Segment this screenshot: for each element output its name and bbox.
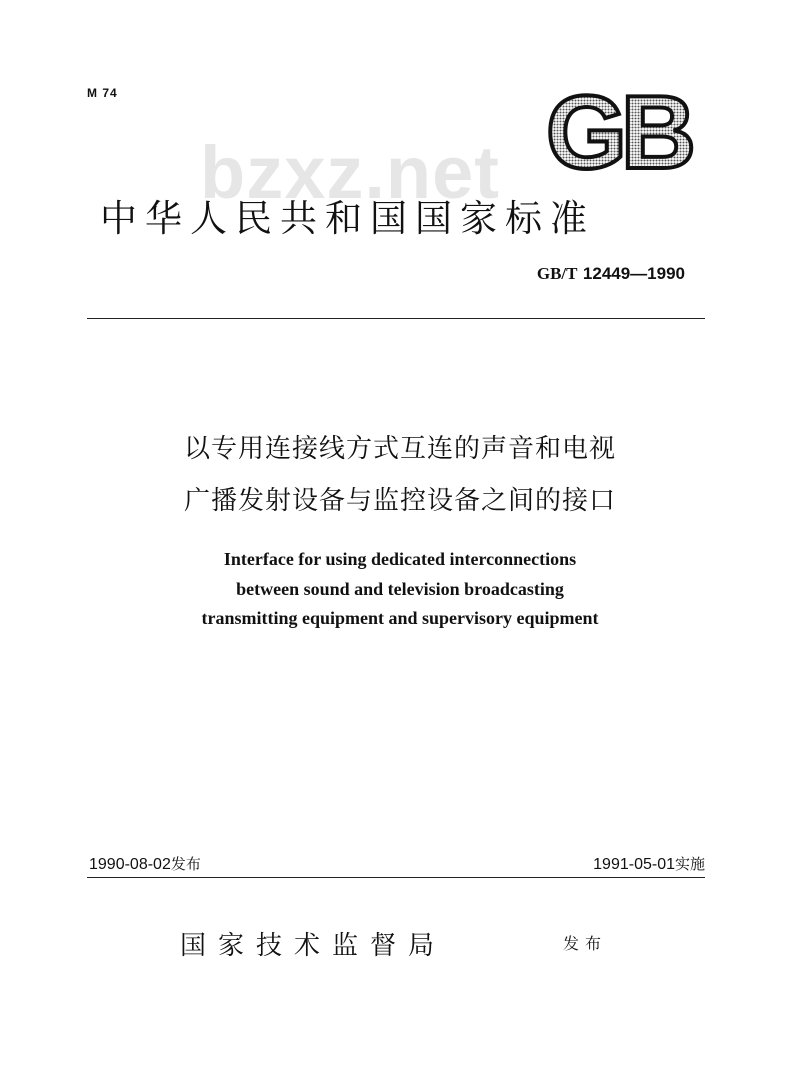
gb-logo: [538, 84, 698, 176]
gb-logo-text: GB: [546, 84, 690, 176]
cn-title-line-2: 广播发射设备与监控设备之间的接口: [183, 486, 616, 516]
publish-label: 发布: [170, 855, 201, 873]
en-title-line-3: transmitting equipment and supervisory equipment: [201, 608, 599, 628]
standard-title: 中华人民共和国国家标准: [100, 197, 595, 240]
publish-date-value: 1990-08-02: [89, 856, 171, 873]
standard-number-prefix: GB/T: [536, 264, 578, 283]
publish-date: [89, 853, 201, 874]
standard-number: [537, 264, 685, 284]
en-title-line-1: Interface for using dedicated interconnections: [223, 549, 577, 569]
bottom-divider: [87, 877, 705, 878]
effective-label: 实施: [674, 855, 705, 873]
issue-label: 发布: [563, 934, 608, 953]
standard-number-value: 12449—1990: [582, 264, 685, 283]
en-title-line-2: between sound and television broadcasting: [236, 579, 564, 599]
issuing-authority: 国家技术监督局: [180, 931, 447, 961]
cn-title-line-1: 以专用连接线方式互连的声音和电视: [183, 434, 616, 464]
classification-code: M 74: [87, 86, 118, 100]
top-divider: [87, 318, 705, 319]
effective-date-value: 1991-05-01: [593, 856, 675, 873]
effective-date: [593, 853, 705, 874]
watermark: bzxz.net: [200, 131, 500, 214]
